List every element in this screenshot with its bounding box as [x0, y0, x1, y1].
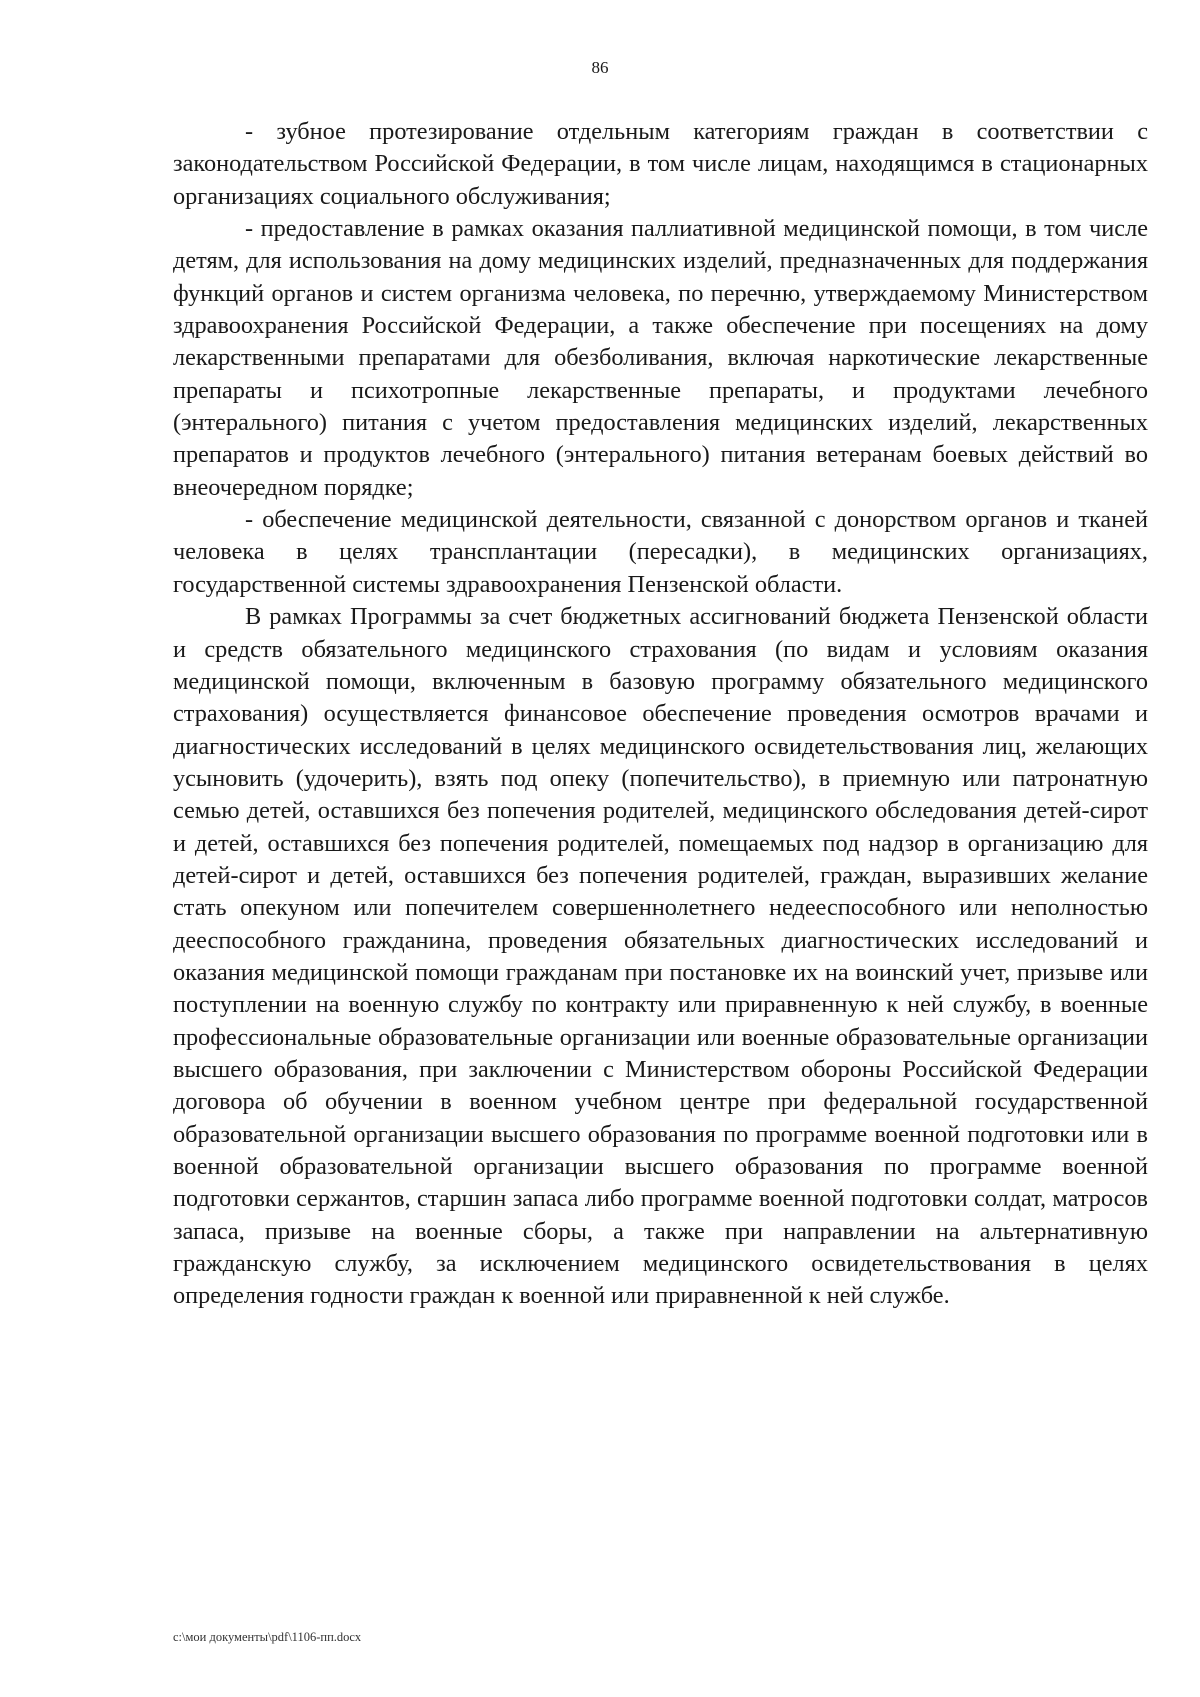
page-number: 86 — [591, 58, 609, 77]
document-body — [173, 116, 1148, 1313]
paragraph-palliative-care: - предоставление в рамках оказания паллиативной медицинской помощи, в том числе детям, для использования на дому медицинских изделий, предназначенных для поддержания функций органов и систем организма человека, по перечню, утверждаемому Министерством здравоохранения Российской Федерации, а также обеспечение при посещениях на дому лекарственными препаратами для обезболивания, включая наркотические лекарственные препараты и психотропные лекарственные препараты, и продуктами лечебного (энтерального) питания с учетом предоставления медицинских изделий, лекарственных препаратов и продуктов лечебного (энтерального) питания ветеранам боевых действий во внеочередном порядке; — [173, 215, 1148, 501]
paragraph-program-financing: В рамках Программы за счет бюджетных ассигнований бюджета Пензенской области и средств обязательного медицинского страхования (по видам и условиям оказания медицинской помощи, включенным в базовую программу обязательного медицинского страхования) осуществляется финансовое обеспечение проведения осмотров врачами и диагностических исследований в целях медицинского освидетельствования лиц, желающих усыновить (удочерить), взять под опеку (попечительство), в приемную или патронатную семью детей, оставшихся без попечения родителей, медицинского обследования детей-сирот и детей, оставшихся без попечения родителей, помещаемых под надзор в организацию для детей-сирот и детей, оставшихся без попечения родителей, граждан, выразивших желание стать опекуном или попечителем совершеннолетнего недееспособного или неполностью дееспособного гражданина, проведения обязательных диагностических исследований и оказания медицинской помощи гражданам при постановке их на воинский учет, призыве или поступлении на военную службу по контракту или приравненную к ней службу, в военные профессиональные образовательные организации или военные образовательные организации высшего образования, при заключении с Министерством обороны Российской Федерации договора об обучении в военном учебном центре при федеральной государственной образовательной организации высшего образования по программе военной подготовки или в военной образовательной организации высшего образования по программе военной подготовки сержантов, старшин запаса либо программе военной подготовки солдат, матросов запаса, призыве на военные сборы, а также при направлении на альтернативную гражданскую службу, за исключением медицинского освидетельствования в целях определения годности граждан к военной или приравненной к ней службе. — [173, 603, 1148, 1310]
footer-file-path: c:\мои документы\pdf\1106-пп.docx — [173, 1630, 362, 1644]
paragraph-organ-donation: - обеспечение медицинской деятельности, связанной с донорством органов и тканей человека в целях трансплантации (пересадки), в медицинских организациях, государственной системы здравоохранения Пензенской области. — [173, 506, 1148, 598]
paragraph-dental-prosthetics: - зубное протезирование отдельным категориям граждан в соответствии с законодательством Российской Федерации, в том числе лицам, находящимся в стационарных организациях социального обслуживания; — [173, 118, 1148, 210]
